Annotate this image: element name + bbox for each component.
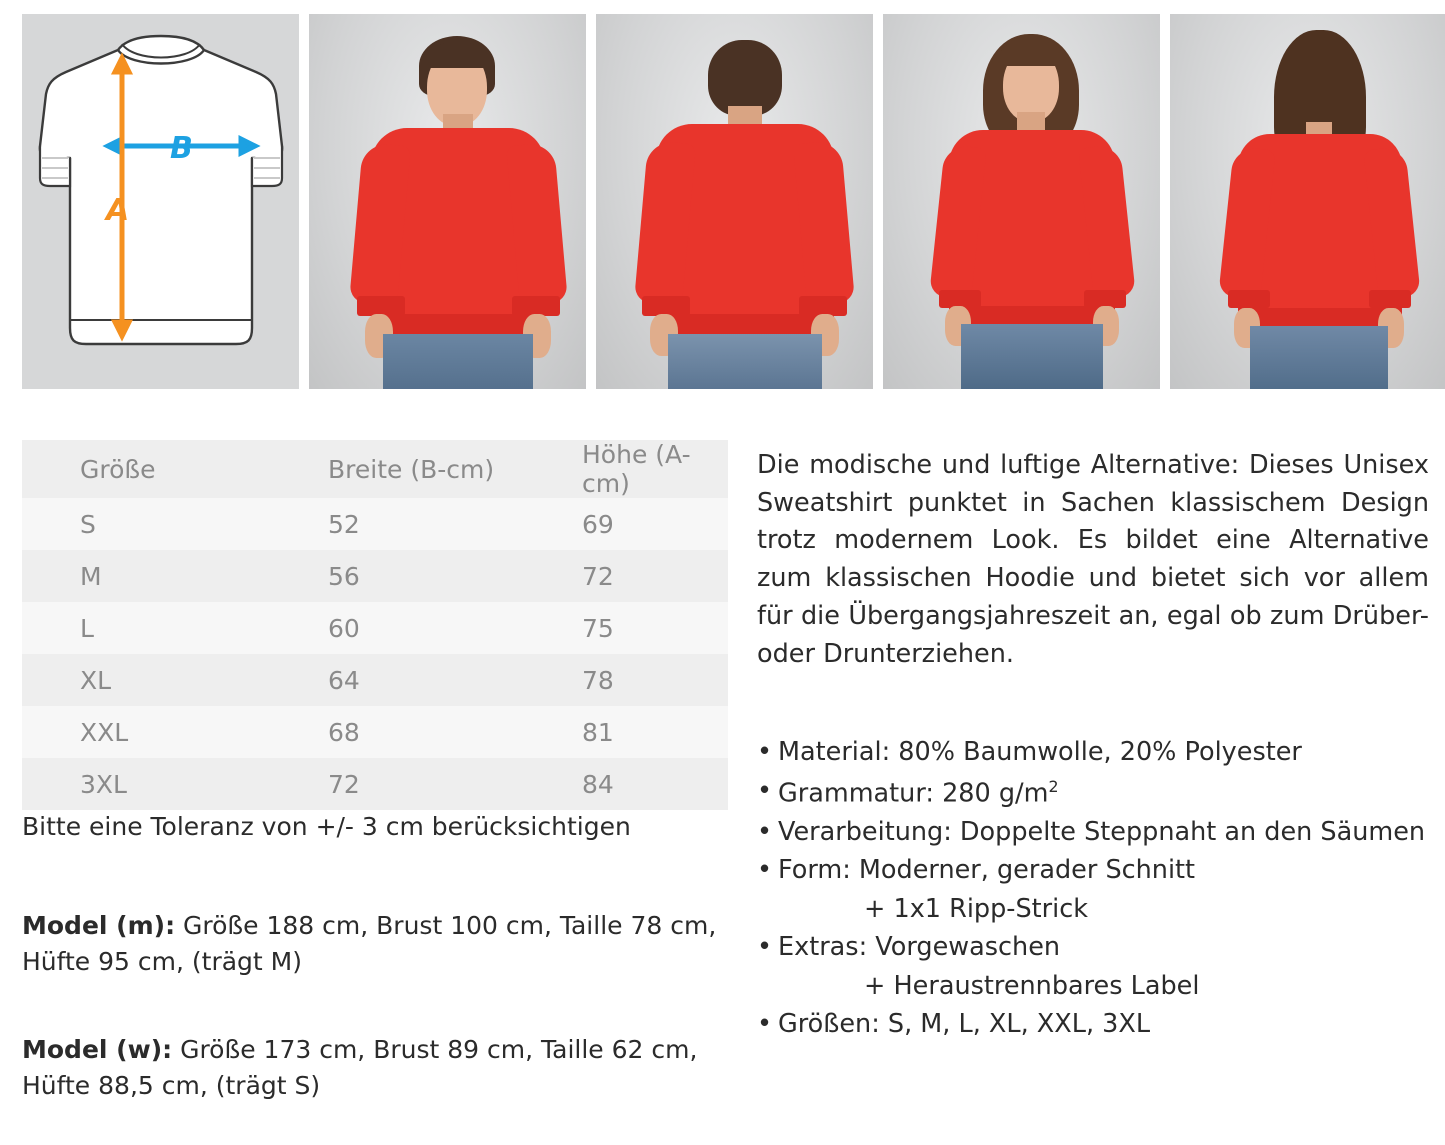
- list-item: [757, 932, 1437, 962]
- list-item: [757, 1009, 1437, 1039]
- bullet-icon: •: [757, 737, 773, 767]
- product-image-strip: [22, 14, 1426, 389]
- table-row: [22, 602, 728, 654]
- cell-height: 75: [582, 613, 614, 643]
- label-b: B: [170, 131, 193, 166]
- sweatshirt-diagram-icon: [30, 28, 292, 376]
- column-header-width: Breite (B-cm): [328, 454, 495, 484]
- bullet-icon: •: [757, 816, 773, 847]
- cell-size: S: [80, 509, 96, 539]
- bullet-icon: •: [757, 775, 773, 806]
- cell-height: 69: [582, 509, 614, 539]
- bullet-icon: •: [757, 855, 773, 885]
- product-feature-list: [757, 737, 1437, 1051]
- photo-man-front: [309, 14, 586, 389]
- cell-size: L: [80, 613, 94, 643]
- table-header-row: [22, 440, 728, 498]
- list-item: [757, 775, 1437, 808]
- model-male-info: [22, 908, 722, 981]
- bullet-icon: •: [757, 932, 773, 962]
- column-header-size: Größe: [80, 454, 156, 484]
- product-description: Die modische und luftige Alternative: Dieses Unisex Sweatshirt punktet in Sachen klassischem Design trotz modernem Look. Es bildet eine Alternative zum klassischen Hoodie und bietet sich vor allem für die Übergangsjahreszeit an, egal ob zum Drüber- oder Drunterziehen.: [757, 450, 1429, 669]
- cell-width: 72: [328, 769, 360, 799]
- garment-schematic: [22, 14, 299, 389]
- model-female-text: Größe 173 cm, Brust 89 cm, Taille 62 cm, Hüfte 88,5 cm, (trägt S): [22, 1035, 698, 1101]
- feature-subitem: + Heraustrennbares Label: [864, 970, 1200, 1001]
- photo-woman-back: [1170, 14, 1445, 389]
- cell-size: 3XL: [80, 769, 127, 799]
- cell-width: 68: [328, 717, 360, 747]
- cell-size: M: [80, 561, 102, 591]
- feature-text: Größen: S, M, L, XL, XXL, 3XL: [778, 1009, 1151, 1039]
- cell-height: 78: [582, 665, 614, 695]
- cell-height: 84: [582, 769, 614, 799]
- cell-width: 56: [328, 561, 360, 591]
- photo-woman-front: [883, 14, 1160, 389]
- cell-height: 72: [582, 561, 614, 591]
- column-header-height: Höhe (A-cm): [582, 440, 691, 498]
- model-female-label: Model (w):: [22, 1035, 173, 1064]
- cell-size: XXL: [80, 717, 129, 747]
- cell-height: 81: [582, 717, 614, 747]
- feature-text: Grammatur: 280 $g/m^2$: [778, 776, 1059, 808]
- photo-man-back: [596, 14, 873, 389]
- model-female-info: [22, 1032, 722, 1105]
- table-row: [22, 550, 728, 602]
- label-a: A: [106, 193, 130, 228]
- tolerance-note: Bitte eine Toleranz von +/- 3 cm berücksichtigen: [22, 812, 631, 841]
- table-row: [22, 706, 728, 758]
- size-table: [22, 440, 728, 810]
- feature-text: Form: Moderner, gerader Schnitt: [778, 855, 1196, 885]
- cell-width: 60: [328, 613, 360, 643]
- superscript: 2: [1048, 776, 1059, 796]
- model-male-label: Model (m):: [22, 911, 176, 940]
- table-row: [22, 654, 728, 706]
- list-item: [757, 737, 1437, 767]
- cell-width: 52: [328, 509, 360, 539]
- feature-text: Extras: Vorgewaschen: [778, 932, 1061, 962]
- cell-width: 64: [328, 665, 360, 695]
- feature-text: Verarbeitung: Doppelte Steppnaht an den Säumen: [778, 816, 1426, 847]
- feature-subitem: + 1x1 Ripp-Strick: [864, 893, 1089, 924]
- list-item: [757, 855, 1437, 885]
- table-row: [22, 498, 728, 550]
- bullet-icon: •: [757, 1009, 773, 1039]
- list-item: [757, 816, 1437, 847]
- cell-size: XL: [80, 665, 112, 695]
- feature-text: Material: 80% Baumwolle, 20% Polyester: [778, 737, 1302, 767]
- model-male-text: Größe 188 cm, Brust 100 cm, Taille 78 cm, Hüfte 95 cm, (trägt M): [22, 911, 717, 977]
- table-row: [22, 758, 728, 810]
